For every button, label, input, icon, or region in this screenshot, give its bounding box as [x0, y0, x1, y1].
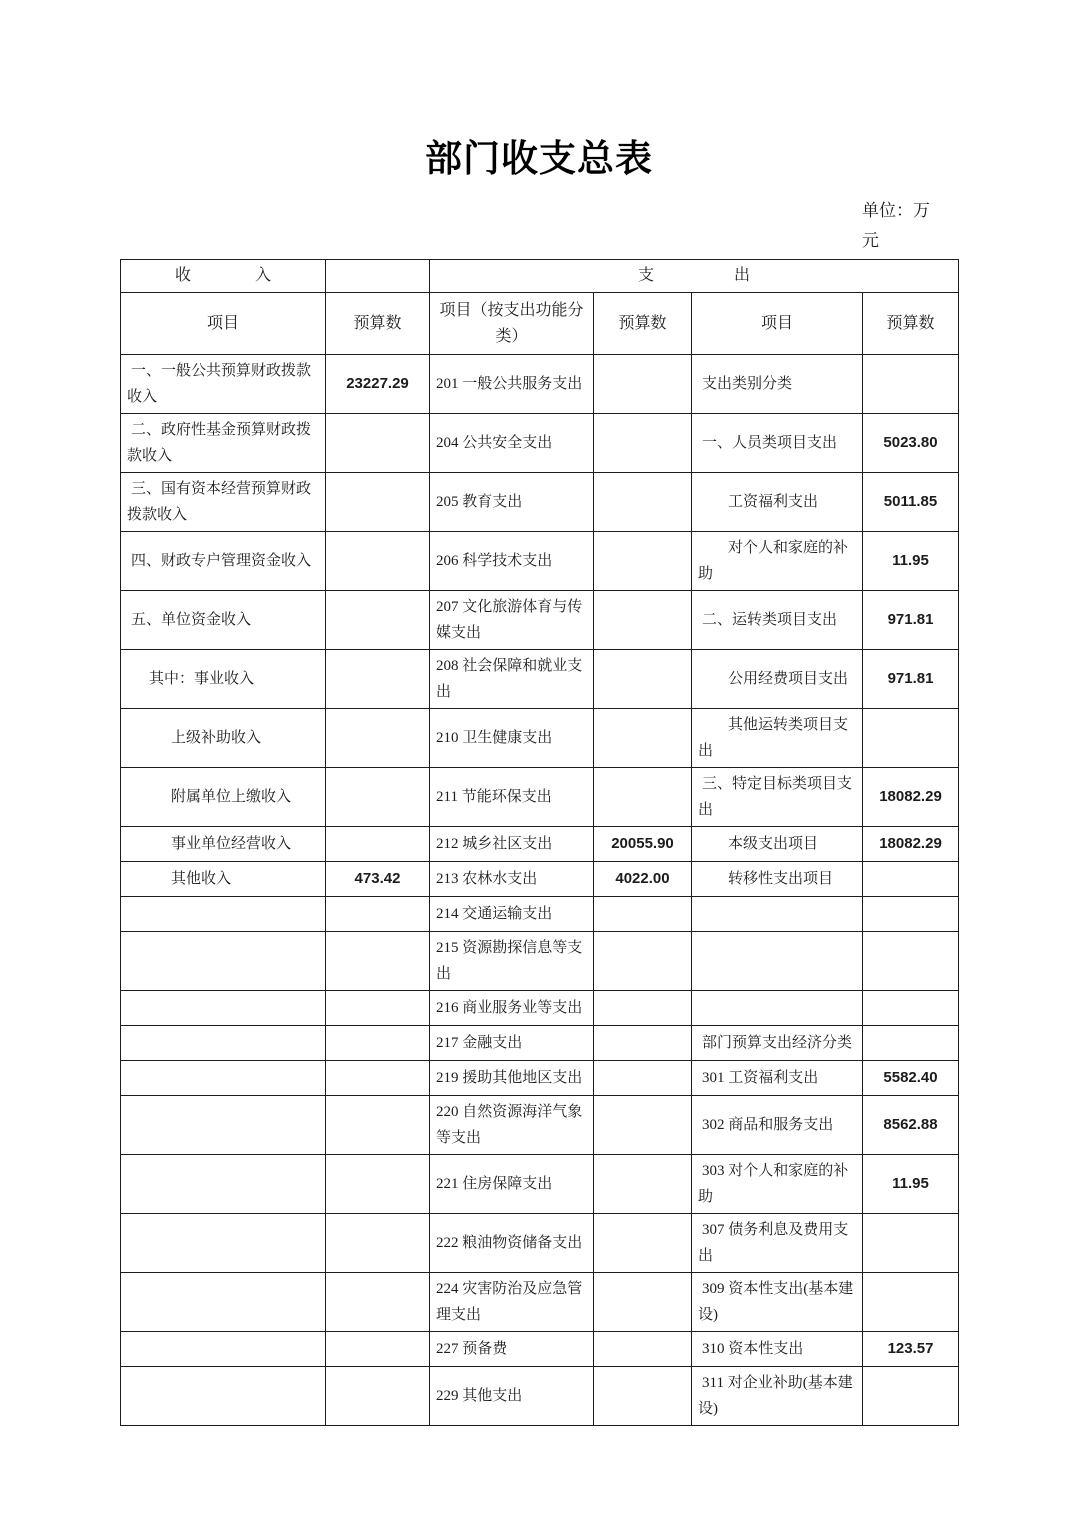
function-item-cell: 213 农林水支出 — [430, 862, 594, 897]
table-row — [121, 1367, 959, 1426]
category-budget-cell: 11.95 — [863, 532, 959, 591]
function-budget-cell — [594, 650, 692, 709]
category-item-cell: 公用经费项目支出 — [692, 650, 863, 709]
income-item-cell: 上级补助收入 — [121, 709, 326, 768]
function-item-cell: 206 科学技术支出 — [430, 532, 594, 591]
expenditure-group-header: 支 出 — [430, 260, 959, 293]
function-item-cell: 222 粮油物资储备支出 — [430, 1214, 594, 1273]
table-row — [121, 650, 959, 709]
category-item-cell: 支出类别分类 — [692, 355, 863, 414]
category-budget-cell: 971.81 — [863, 650, 959, 709]
category-budget-cell — [863, 1026, 959, 1061]
column-header-row — [121, 293, 959, 355]
income-budget-cell — [326, 932, 430, 991]
income-budget-cell — [326, 768, 430, 827]
function-item-cell: 208 社会保障和就业支出 — [430, 650, 594, 709]
income-item-cell — [121, 1214, 326, 1273]
income-item-cell: 其他收入 — [121, 862, 326, 897]
function-budget-cell — [594, 1155, 692, 1214]
group-header-spacer-cell — [326, 260, 430, 293]
function-budget-cell — [594, 1367, 692, 1426]
function-item-cell: 229 其他支出 — [430, 1367, 594, 1426]
income-budget-cell — [326, 1061, 430, 1096]
function-item-cell: 210 卫生健康支出 — [430, 709, 594, 768]
income-budget-cell — [326, 1155, 430, 1214]
category-budget-cell: 18082.29 — [863, 827, 959, 862]
function-item-cell: 201 一般公共服务支出 — [430, 355, 594, 414]
function-budget-cell — [594, 1214, 692, 1273]
category-item-cell — [692, 991, 863, 1026]
function-item-cell: 214 交通运输支出 — [430, 897, 594, 932]
function-budget-cell — [594, 991, 692, 1026]
category-item-cell: 对个人和家庭的补助 — [692, 532, 863, 591]
income-budget-cell: 23227.29 — [326, 355, 430, 414]
income-budget-cell — [326, 473, 430, 532]
budget-summary-table — [120, 259, 959, 1426]
category-budget-cell — [863, 862, 959, 897]
function-budget-cell — [594, 473, 692, 532]
income-item-cell: 附属单位上缴收入 — [121, 768, 326, 827]
function-budget-cell — [594, 768, 692, 827]
function-budget-cell — [594, 932, 692, 991]
income-budget-cell — [326, 532, 430, 591]
table-row — [121, 897, 959, 932]
income-item-cell — [121, 897, 326, 932]
col-header-category-item: 项目 — [692, 293, 863, 355]
function-item-cell: 220 自然资源海洋气象等支出 — [430, 1096, 594, 1155]
table-row — [121, 1273, 959, 1332]
function-budget-cell — [594, 709, 692, 768]
income-budget-cell — [326, 1096, 430, 1155]
table-row — [121, 932, 959, 991]
income-budget-cell — [326, 591, 430, 650]
table-row — [121, 862, 959, 897]
col-header-income-budget: 预算数 — [326, 293, 430, 355]
income-item-cell: 二、政府性基金预算财政拨款收入 — [121, 414, 326, 473]
income-item-cell: 一、一般公共预算财政拨款收入 — [121, 355, 326, 414]
income-group-header: 收 入 — [121, 260, 326, 293]
category-item-cell: 部门预算支出经济分类 — [692, 1026, 863, 1061]
category-item-cell: 309 资本性支出(基本建设) — [692, 1273, 863, 1332]
income-budget-cell — [326, 650, 430, 709]
function-item-cell: 217 金融支出 — [430, 1026, 594, 1061]
income-item-cell: 五、单位资金收入 — [121, 591, 326, 650]
income-item-cell — [121, 1273, 326, 1332]
category-budget-cell — [863, 709, 959, 768]
income-item-cell: 其中：事业收入 — [121, 650, 326, 709]
category-item-cell: 一、人员类项目支出 — [692, 414, 863, 473]
income-budget-cell — [326, 1332, 430, 1367]
income-budget-cell — [326, 1026, 430, 1061]
category-budget-cell: 971.81 — [863, 591, 959, 650]
table-row — [121, 1026, 959, 1061]
category-item-cell: 303 对个人和家庭的补助 — [692, 1155, 863, 1214]
income-budget-cell — [326, 709, 430, 768]
function-item-cell: 224 灾害防治及应急管理支出 — [430, 1273, 594, 1332]
function-budget-cell: 4022.00 — [594, 862, 692, 897]
income-item-cell — [121, 1332, 326, 1367]
function-budget-cell — [594, 1273, 692, 1332]
function-budget-cell — [594, 1026, 692, 1061]
category-item-cell: 本级支出项目 — [692, 827, 863, 862]
income-item-cell: 四、财政专户管理资金收入 — [121, 532, 326, 591]
income-item-cell — [121, 1096, 326, 1155]
category-item-cell: 二、运转类项目支出 — [692, 591, 863, 650]
category-budget-cell: 5011.85 — [863, 473, 959, 532]
function-item-cell: 212 城乡社区支出 — [430, 827, 594, 862]
col-header-category-budget: 预算数 — [863, 293, 959, 355]
table-row — [121, 1332, 959, 1367]
category-item-cell — [692, 897, 863, 932]
income-item-cell — [121, 1155, 326, 1214]
function-budget-cell — [594, 532, 692, 591]
function-budget-cell — [594, 591, 692, 650]
income-budget-cell: 473.42 — [326, 862, 430, 897]
function-item-cell: 219 援助其他地区支出 — [430, 1061, 594, 1096]
col-header-function-budget: 预算数 — [594, 293, 692, 355]
category-budget-cell: 123.57 — [863, 1332, 959, 1367]
category-budget-cell: 8562.88 — [863, 1096, 959, 1155]
function-item-cell: 221 住房保障支出 — [430, 1155, 594, 1214]
income-budget-cell — [326, 1273, 430, 1332]
page-title: 部门收支总表 — [425, 138, 653, 179]
category-item-cell: 307 债务利息及费用支出 — [692, 1214, 863, 1273]
table-row — [121, 768, 959, 827]
function-item-cell: 216 商业服务业等支出 — [430, 991, 594, 1026]
function-item-cell: 215 资源勘探信息等支出 — [430, 932, 594, 991]
category-budget-cell — [863, 1214, 959, 1273]
table-row — [121, 827, 959, 862]
category-budget-cell — [863, 932, 959, 991]
income-item-cell — [121, 932, 326, 991]
category-item-cell: 310 资本性支出 — [692, 1332, 863, 1367]
category-budget-cell: 5582.40 — [863, 1061, 959, 1096]
function-budget-cell — [594, 1096, 692, 1155]
table-row — [121, 532, 959, 591]
table-row — [121, 473, 959, 532]
income-budget-cell — [326, 1214, 430, 1273]
table-body — [121, 355, 959, 1426]
function-item-cell: 211 节能环保支出 — [430, 768, 594, 827]
category-item-cell: 工资福利支出 — [692, 473, 863, 532]
category-budget-cell: 18082.29 — [863, 768, 959, 827]
income-budget-cell — [326, 897, 430, 932]
category-item-cell: 其他运转类项目支出 — [692, 709, 863, 768]
function-budget-cell — [594, 414, 692, 473]
income-item-cell — [121, 1061, 326, 1096]
function-item-cell: 204 公共安全支出 — [430, 414, 594, 473]
unit-note: 单位：万元 — [862, 201, 930, 250]
category-item-cell: 三、特定目标类项目支出 — [692, 768, 863, 827]
category-budget-cell — [863, 897, 959, 932]
function-item-cell: 205 教育支出 — [430, 473, 594, 532]
income-budget-cell — [326, 414, 430, 473]
table-row — [121, 414, 959, 473]
table-row — [121, 1096, 959, 1155]
category-item-cell: 301 工资福利支出 — [692, 1061, 863, 1096]
income-item-cell: 三、国有资本经营预算财政拨款收入 — [121, 473, 326, 532]
table-row — [121, 991, 959, 1026]
col-header-income-item: 项目 — [121, 293, 326, 355]
category-budget-cell — [863, 991, 959, 1026]
table-row — [121, 355, 959, 414]
category-budget-cell: 11.95 — [863, 1155, 959, 1214]
income-budget-cell — [326, 827, 430, 862]
col-header-function-item: 项目（按支出功能分类） — [430, 293, 594, 355]
function-budget-cell — [594, 1061, 692, 1096]
income-budget-cell — [326, 991, 430, 1026]
category-budget-cell: 5023.80 — [863, 414, 959, 473]
table-row — [121, 1214, 959, 1273]
function-budget-cell — [594, 355, 692, 414]
income-item-cell — [121, 1367, 326, 1426]
table-header — [121, 260, 959, 355]
category-budget-cell — [863, 355, 959, 414]
category-item-cell: 转移性支出项目 — [692, 862, 863, 897]
table-row — [121, 591, 959, 650]
function-item-cell: 227 预备费 — [430, 1332, 594, 1367]
category-budget-cell — [863, 1273, 959, 1332]
category-item-cell: 311 对企业补助(基本建设) — [692, 1367, 863, 1426]
function-budget-cell — [594, 897, 692, 932]
income-item-cell — [121, 1026, 326, 1061]
table-row — [121, 1061, 959, 1096]
function-budget-cell: 20055.90 — [594, 827, 692, 862]
category-budget-cell — [863, 1367, 959, 1426]
table-row — [121, 709, 959, 768]
table-row — [121, 1155, 959, 1214]
income-item-cell: 事业单位经营收入 — [121, 827, 326, 862]
category-item-cell: 302 商品和服务支出 — [692, 1096, 863, 1155]
category-item-cell — [692, 932, 863, 991]
group-header-row — [121, 260, 959, 293]
income-item-cell — [121, 991, 326, 1026]
income-budget-cell — [326, 1367, 430, 1426]
function-budget-cell — [594, 1332, 692, 1367]
function-item-cell: 207 文化旅游体育与传媒支出 — [430, 591, 594, 650]
